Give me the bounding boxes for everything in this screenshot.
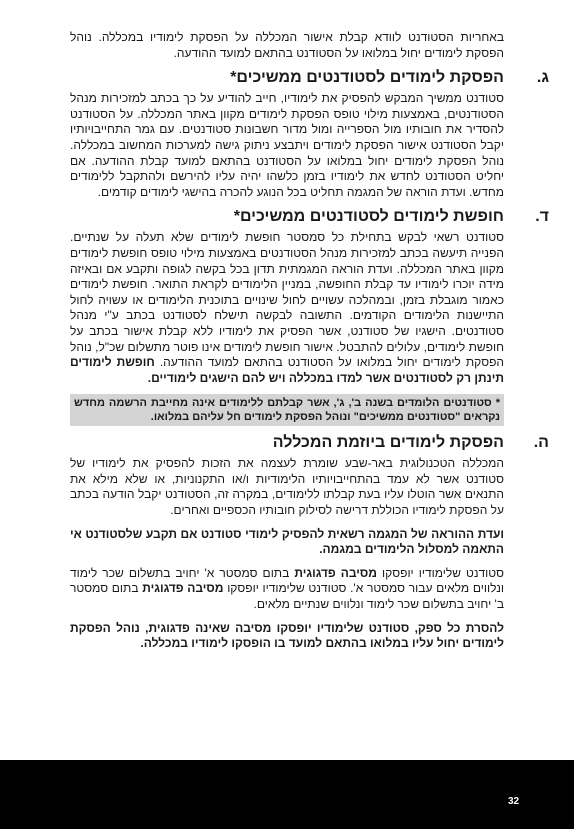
footer-bar [0,760,574,829]
section-d-body-text: סטודנט רשאי לבקש בתחילת כל סמסטר חופשת לימודים שלא תעלה על שנתיים. הפנייה תיעשה בכתב למזכירות מנהל הסטודנטים באמצעות מילוי טופס חופשת לימודים מקוון באתר המכללה. ועדת הוראה המגמתית תדון בכל בקשה לגופה ותקבע אם ובאיזה מידה יוכרו לימודיו עד קבלת החופשה, במניין הלימודים לקראת התואר. חופשת לימודים כאמור מוגבלת בזמן, ובמהלכה עשויים לחול שינויים בתוכנית הלימודים או עשויה לחול התיישנות הלימודים הקודמים. התשובה לבקשה תישלח לסטודנט בכתב ע"י מנהל סטודנטים. הישגיו של סטודנט, אשר הפסיק את לימודיו ללא קבלת אישור בכתב על חופשת לימודים, עלולים להתבטל. אישור חופשת לימודים אינו פוטר מתשלום שכ"ל, נוהל הפסקת לימודים יחול במלואו על הסטודנט בהתאם למועד ההודעה. [70,230,505,370]
section-h-bold-paragraph-2: להסרת כל ספק, סטודנט שלימודיו יופסקו מסיבה שאינה פדגוגית, נוהל הפסקת לימודים יחול עליו במלואו בהתאם למועד בו הופסקו לימודיו במכללה. [70,620,504,651]
section-h [70,432,549,652]
document-content [70,30,549,652]
section-d-body [70,230,504,386]
p3-bold-2: מסיבה פדגוגית [142,581,224,596]
continuing-students-note: * סטודנטים הלומדים בשנה ב', ג', אשר קבלתם ללימודים אינה מחייבת הרשמה מחדש נקראים "סטודנטים ממשיכים" ונוהל הפסקת לימודים חל עליהם במלואו. [70,394,504,426]
section-h-body: המכללה הטכנולוגית באר-שבע שומרת לעצמה את הזכות להפסיק את לימודיו של סטודנט אשר לא עמד בהתחייבויותיו הלימודיות ו/או התקנוניות, או שלא מילא את התנאים אשר הוטלו עליו בעת קבלתו ללימודים, במקרה זה, הסטודנט יקבל הודעה בכתב על הפסקת לימודיו הכוללת דרישה לסילוק חובותיו הכספיים ואחרים. [70,456,504,518]
section-h-bold-paragraph-1: ועדת ההוראה של המגמה רשאית להפסיק לימודי סטודנט אם תקבע שלסטודנט אי התאמה למסלול הלימודים במגמה. [70,526,504,557]
p3-part-a: סטודנט שלימודיו יופסקו [377,565,505,580]
p3-part-c: בתום סמסטר א' יחויב בתשלום שכר לימוד ונלווים מלאים עבור סמסטר א'. סטודנט שלימודיו יופסקו [70,565,504,596]
section-h-title: הפסקת לימודים ביוזמת המכללה [272,434,504,452]
section-h-letter: ה. [533,434,549,452]
section-d [70,206,549,386]
section-d-title: חופשת לימודים לסטודנטים ממשיכים* [233,208,504,226]
section-g-letter: ג. [536,69,549,87]
page-number: 32 [508,796,520,807]
section-g-body: סטודנט ממשיך המבקש להפסיק את לימודיו, חייב להודיע על כך בכתב למזכירות מנהל הסטודנטים, באמצעות מילוי טופס הפסקת לימודים מקוון באתר המכללה. על הסטודנט להסדיר את חובותיו מול הספרייה ומול מדור חשבונות סטודנטים. עם גמר התחייבויותיו יקבל הסטודנט אישור הפסקת לימודים ויתבצע ניתוק גישה למערכות המחשוב במכללה. נוהל הפסקת לימודים יחול במלואו על הסטודנט בהתאם למועד קבלת ההודעה. אם יחליט הסטודנט לחדש את לימודיו בזמן כלשהו יהיה עליו להירשם ולהתקבל ללימודים מחדש. ועדת הוראה של המגמה תחליט בכל הנוגע להכרה בהישגי לימודים קודמים. [70,91,504,199]
section-h-pedagogic-paragraph [70,566,504,613]
section-d-body-bold: חופשת לימודים תינתן רק לסטודנטים אשר למדו במכללה ויש להם הישגים לימודיים. [70,355,504,385]
p3-bold-1: מסיבה פדגוגית [294,565,377,580]
section-d-letter: ד. [535,208,549,226]
p3-part-d: בתום סמסטר ב' יחויב בתשלום שכר לימוד ונלווים שנתיים מלאים. [70,581,504,612]
section-g-title: הפסקת לימודים לסטודנטים ממשיכים* [230,69,504,87]
section-g [70,67,549,200]
intro-paragraph: באחריות הסטודנט לוודא קבלת אישור המכללה על הפסקת לימודיו במכללה. נוהל הפסקת לימודים יחול במלואו על הסטודנט בהתאם למועד ההודעה. [70,30,504,60]
